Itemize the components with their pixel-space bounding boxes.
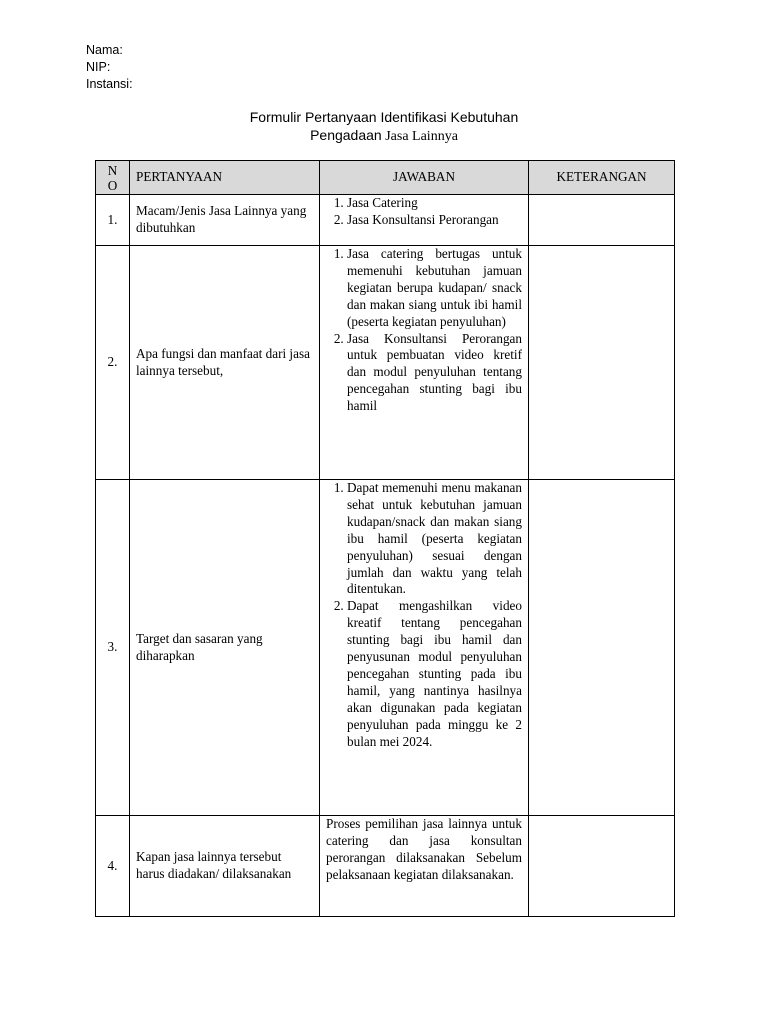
table-row: [96, 480, 675, 816]
header-jawaban: JAWABAN: [320, 161, 529, 195]
answer-item: 2. Dapat mengashilkan video kreatif tentang pencegahan stunting bagi ibu hamil dan penyusunan modul penyuluhan pencegahan stunting pada ibu hamil, yang nantinya hasilnya akan digunakan pada kegiatan penyuluhan pada minggu ke 2 bulan mei 2024.: [347, 598, 522, 750]
answer-cell: [320, 246, 529, 480]
answer-cell: Proses pemilihan jasa lainnya untuk catering dan jasa konsultan perorangan dilaksanakan Sebelum pelaksanaan kegiatan dilaksanakan.: [320, 816, 529, 917]
form-title-line2-b: Jasa Lainnya: [385, 129, 458, 144]
question-cell: Target dan sasaran yang diharapkan: [130, 480, 320, 816]
question-cell: Kapan jasa lainnya tersebut harus diadakan/ dilaksanakan: [130, 816, 320, 917]
question-cell: Apa fungsi dan manfaat dari jasa lainnya tersebut,: [130, 246, 320, 480]
note-cell: [529, 816, 675, 917]
answer-item: 2. Jasa Konsultansi Perorangan: [347, 212, 522, 229]
answer-item: 1. Jasa catering bertugas untuk memenuhi kebutuhan jamuan kegiatan berupa kudapan/ snack dan makan siang untuk ibi hamil (peserta kegiatan penyuluhan): [347, 246, 522, 331]
answer-item: 1. Jasa Catering: [347, 195, 522, 212]
form-title: [0, 108, 768, 146]
table-row: [96, 195, 675, 246]
answer-item: 2. Jasa Konsultansi Perorangan untuk pembuatan video kretif dan modul penyuluhan tentang pencegahan stunting bagi ibu hamil: [347, 331, 522, 416]
table-row: [96, 816, 675, 917]
answer-cell: [320, 480, 529, 816]
form-title-line2: [0, 126, 768, 146]
note-cell: [529, 480, 675, 816]
row-number: 1.: [96, 195, 130, 246]
form-title-line1: Formulir Pertanyaan Identifikasi Kebutuhan: [249, 109, 519, 125]
questionnaire-table: [95, 160, 675, 917]
table-row: [96, 246, 675, 480]
question-cell: Macam/Jenis Jasa Lainnya yang dibutuhkan: [130, 195, 320, 246]
answer-cell: [320, 195, 529, 246]
respondent-header: [86, 42, 133, 93]
instansi-label: Instansi:: [86, 77, 133, 91]
row-number: 3.: [96, 480, 130, 816]
header-no: N O: [96, 161, 130, 195]
note-cell: [529, 246, 675, 480]
nama-label: Nama:: [86, 43, 123, 57]
note-cell: [529, 195, 675, 246]
table-header-row: [96, 161, 675, 195]
form-title-line2-a: Pengadaan: [310, 127, 382, 143]
row-number: 2.: [96, 246, 130, 480]
row-number: 4.: [96, 816, 130, 917]
header-pertanyaan: PERTANYAAN: [130, 161, 320, 195]
nip-label: NIP:: [86, 60, 111, 74]
header-keterangan: KETERANGAN: [529, 161, 675, 195]
answer-item: 1. Dapat memenuhi menu makanan sehat untuk kebutuhan jamuan kudapan/snack dan makan siang ibu hamil (peserta kegiatan penyuluhan) sesuai dengan jumlah dan waktu yang telah ditentukan.: [347, 480, 522, 598]
